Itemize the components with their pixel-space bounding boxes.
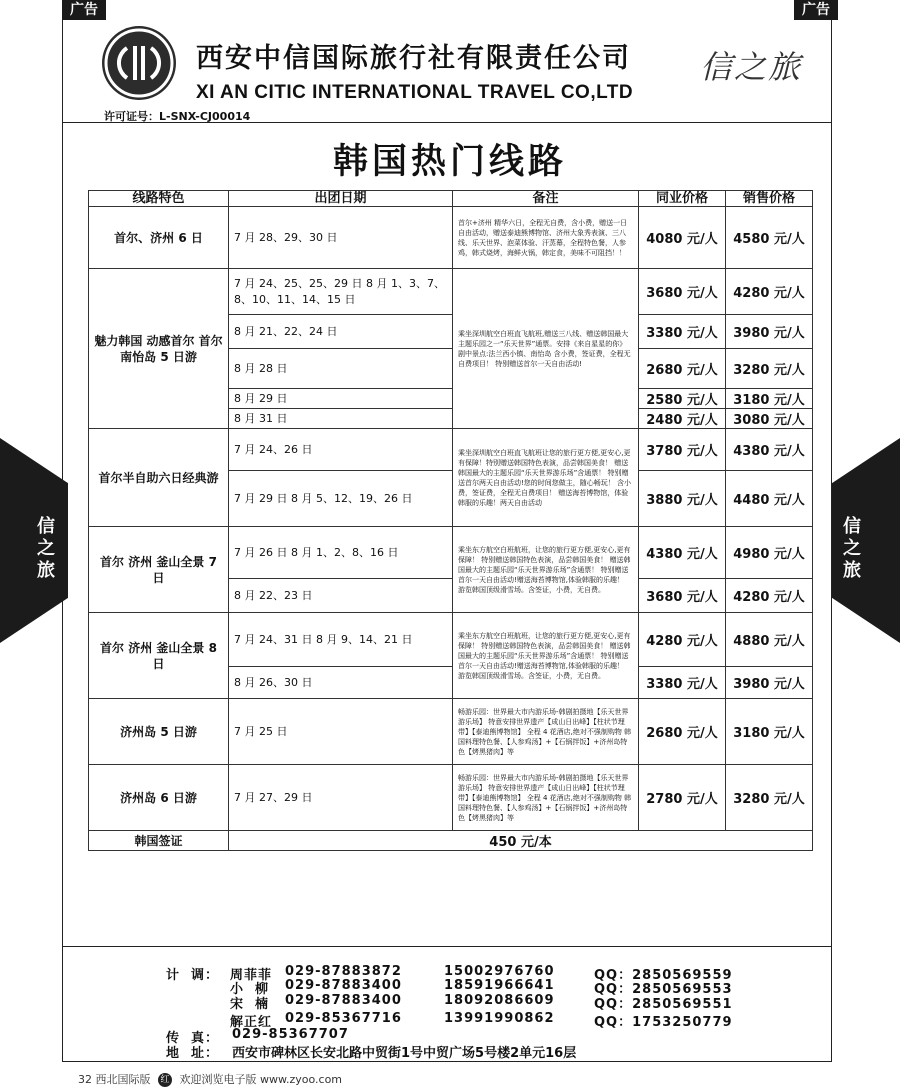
table-row bbox=[89, 207, 813, 269]
page-number: 32 bbox=[78, 1073, 92, 1086]
route-date: 8 月 29 日 bbox=[229, 389, 453, 409]
side-text-left: 信之旅 bbox=[37, 516, 55, 581]
retail-price: 4280 元/人 bbox=[726, 269, 813, 315]
address-label: 地 址： bbox=[166, 1046, 220, 1061]
contact-qq: QQ：2850569559 bbox=[594, 968, 733, 983]
route-feature: 首尔 济州 釜山全景 7 日 bbox=[89, 527, 229, 613]
contact-name: 宋 楠 bbox=[230, 997, 270, 1012]
trade-price: 4380 元/人 bbox=[639, 527, 726, 579]
route-date: 8 月 28 日 bbox=[229, 349, 453, 389]
table-header-row bbox=[89, 191, 813, 207]
license-number: 许可证号：L-SNX-CJ00014 bbox=[104, 110, 251, 123]
trade-price: 2780 元/人 bbox=[639, 765, 726, 831]
route-date: 7 月 29 日 8 月 5、12、19、26 日 bbox=[229, 471, 453, 527]
contact-mobile: 18092086609 bbox=[444, 993, 555, 1008]
retail-price: 3180 元/人 bbox=[726, 699, 813, 765]
route-feature: 首尔半自助六日经典游 bbox=[89, 429, 229, 527]
route-note: 首尔+济州 精华六日，全程无自费，含小费，赠送一日自由活动，赠送泰迪熊博物馆、济州大象秀表演、三八线、乐天世界、泡菜体验、汗蒸幕，全程特色餐，人参鸡，韩式烧烤，海鲜火锅，韩定食，美味不可阻挡！！ bbox=[453, 207, 639, 269]
trade-price: 2680 元/人 bbox=[639, 349, 726, 389]
contact-name: 小 柳 bbox=[230, 982, 270, 997]
retail-price: 4880 元/人 bbox=[726, 613, 813, 667]
contact-phone: 029-85367716 bbox=[285, 1011, 402, 1026]
page-footer bbox=[78, 1071, 342, 1087]
website-link[interactable]: 欢迎浏览电子版 www.zyoo.com bbox=[179, 1073, 343, 1086]
side-text-right: 信之旅 bbox=[843, 516, 861, 581]
retail-price: 3280 元/人 bbox=[726, 349, 813, 389]
route-date: 8 月 22、23 日 bbox=[229, 579, 453, 613]
citic-logo-icon bbox=[102, 26, 176, 100]
route-note: 畅游乐园：世界最大市内游乐场-韩剧拍摄地【乐天世界游乐场】 特意安排世界遗产【成山日出峰】【柱状节理带】【泰迪熊博物馆】 全程 4 花酒店,绝对不强制购物 韩国料理特色餐、【人参鸡汤】+【石锅拌饭】+济州岛特色【烤黑猪肉】等 bbox=[453, 765, 639, 831]
retail-price: 3280 元/人 bbox=[726, 765, 813, 831]
route-feature: 济州岛 5 日游 bbox=[89, 699, 229, 765]
route-feature: 济州岛 6 日游 bbox=[89, 765, 229, 831]
contact-phone: 029-87883400 bbox=[285, 993, 402, 1008]
contact-name: 周菲菲 bbox=[230, 968, 273, 983]
retail-price: 3080 元/人 bbox=[726, 409, 813, 429]
route-date: 8 月 26、30 日 bbox=[229, 667, 453, 699]
trade-price: 2480 元/人 bbox=[639, 409, 726, 429]
table-row bbox=[89, 699, 813, 765]
route-date: 7 月 26 日 8 月 1、2、8、16 日 bbox=[229, 527, 453, 579]
contact-phone: 029-87883400 bbox=[285, 978, 402, 993]
contact-qq: QQ：2850569551 bbox=[594, 997, 733, 1012]
contact-mobile: 13991990862 bbox=[444, 1011, 555, 1026]
route-feature: 魅力韩国 动感首尔 首尔南怡岛 5 日游 bbox=[89, 269, 229, 429]
trade-price: 4080 元/人 bbox=[639, 207, 726, 269]
route-feature: 首尔 济州 釜山全景 8 日 bbox=[89, 613, 229, 699]
contact-name: 解正红 bbox=[230, 1015, 273, 1030]
contact-qq: QQ：1753250779 bbox=[594, 1015, 733, 1030]
route-feature: 首尔、济州 6 日 bbox=[89, 207, 229, 269]
route-date: 7 月 24、26 日 bbox=[229, 429, 453, 471]
planner-label: 计 调： bbox=[166, 968, 220, 983]
retail-price: 3980 元/人 bbox=[726, 667, 813, 699]
table-row bbox=[89, 613, 813, 667]
trade-price: 2680 元/人 bbox=[639, 699, 726, 765]
company-name-en: XI AN CITIC INTERNATIONAL TRAVEL CO,LTD bbox=[196, 82, 634, 103]
route-date: 7 月 27、29 日 bbox=[229, 765, 453, 831]
routes-table bbox=[88, 190, 813, 851]
route-date: 7 月 28、29、30 日 bbox=[229, 207, 453, 269]
retail-price: 4280 元/人 bbox=[726, 579, 813, 613]
trade-price: 2580 元/人 bbox=[639, 389, 726, 409]
header-divider bbox=[62, 122, 832, 123]
route-date: 8 月 31 日 bbox=[229, 409, 453, 429]
contact-phone: 029-87883872 bbox=[285, 964, 402, 979]
header-feature: 线路特色 bbox=[89, 191, 229, 207]
route-note: 乘坐东方航空白班航班，让您的旅行更方便,更安心,更有保障！ 特别赠送韩国特色表演，品尝韩国美食！ 赠送韩国最大的主题乐园“乐天世界游乐场”含通票！ 特别赠送首尔一天自由活动!赠送海苔博物馆,体验韩服的乐趣！ 游览韩国顶级滑雪场。含签证，小费，无自费。 bbox=[453, 527, 639, 613]
route-note: 乘坐深圳航空白班直飞航班,赠送三八线、赠送韩国最大主题乐园之一“乐天世界”通票。安排《来自星星的你》剧中景点:法兰西小镇、南怡岛 含小费，签证费，全程无自费项目！ 特别赠送首尔一天自由活动! bbox=[453, 269, 639, 429]
trade-price: 3880 元/人 bbox=[639, 471, 726, 527]
company-name-cn: 西安中信国际旅行社有限责任公司 bbox=[196, 43, 631, 74]
edition-label: 西北国际版 bbox=[95, 1073, 151, 1086]
retail-price: 4580 元/人 bbox=[726, 207, 813, 269]
fax-label: 传 真： bbox=[166, 1031, 220, 1046]
trade-price: 4280 元/人 bbox=[639, 613, 726, 667]
edition-badge-icon: 红 bbox=[158, 1073, 172, 1087]
contact-qq: QQ：2850569553 bbox=[594, 982, 733, 997]
header-note: 备注 bbox=[453, 191, 639, 207]
trade-price: 3680 元/人 bbox=[639, 269, 726, 315]
slogan-signature: 信之旅 bbox=[700, 48, 803, 86]
retail-price: 4380 元/人 bbox=[726, 429, 813, 471]
ad-label-right: 广告 bbox=[794, 0, 838, 20]
address-text: 西安市碑林区长安北路中贸街1号中贸广场5号楼2单元16层 bbox=[232, 1046, 577, 1061]
header-date: 出团日期 bbox=[229, 191, 453, 207]
trade-price: 3380 元/人 bbox=[639, 315, 726, 349]
table-row bbox=[89, 765, 813, 831]
trade-price: 3380 元/人 bbox=[639, 667, 726, 699]
retail-price: 4480 元/人 bbox=[726, 471, 813, 527]
table-row bbox=[89, 527, 813, 579]
route-date: 7 月 24、25、25、29 日 8 月 1、3、7、8、10、11、14、15 日 bbox=[229, 269, 453, 315]
footer-divider bbox=[62, 946, 832, 947]
header-trade-price: 同业价格 bbox=[639, 191, 726, 207]
contact-mobile: 15002976760 bbox=[444, 964, 555, 979]
contact-mobile: 18591966641 bbox=[444, 978, 555, 993]
retail-price: 4980 元/人 bbox=[726, 527, 813, 579]
visa-price: 450 元/本 bbox=[229, 831, 813, 851]
trade-price: 3780 元/人 bbox=[639, 429, 726, 471]
retail-price: 3180 元/人 bbox=[726, 389, 813, 409]
retail-price: 3980 元/人 bbox=[726, 315, 813, 349]
table-row bbox=[89, 269, 813, 315]
visa-label: 韩国签证 bbox=[89, 831, 229, 851]
route-note: 畅游乐园：世界最大市内游乐场-韩剧拍摄地【乐天世界游乐场】 特意安排世界遗产【成山日出峰】【柱状节理带】【泰迪熊博物馆】 全程 4 花酒店,绝对不强制购物 韩国料理特色餐、【人参鸡汤】+【石锅拌饭】+济州岛特色【烤黑猪肉】等 bbox=[453, 699, 639, 765]
route-note: 乘坐东方航空白班航班，让您的旅行更方便,更安心,更有保障！ 特别赠送韩国特色表演，品尝韩国美食！ 赠送韩国最大的主题乐园“乐天世界游乐场”含通票！ 特别赠送首尔一天自由活动!赠送海苔博物馆,体验韩服的乐趣！ 游览韩国顶级滑雪场。含签证，小费，无自费。 bbox=[453, 613, 639, 699]
page-title: 韩国热门线路 bbox=[332, 142, 567, 182]
route-date: 7 月 25 日 bbox=[229, 699, 453, 765]
visa-row bbox=[89, 831, 813, 851]
table-row bbox=[89, 429, 813, 471]
route-note: 乘坐深圳航空白班直飞航班让您的旅行更方便,更安心,更有保障！特别赠送韩国特色表演，品尝韩国美食！ 赠送韩国最大的主题乐园“乐天世界游乐场”含通票！ 特别赠送首尔两天自由活动!您的时间您做主，随心畅玩！ 含小费，签证费，全程无自费项目！ 赠送海苔博物馆，体验韩服的乐趣！两天自由活动 bbox=[453, 429, 639, 527]
route-date: 7 月 24、31 日 8 月 9、14、21 日 bbox=[229, 613, 453, 667]
fax-number: 029-85367707 bbox=[232, 1027, 349, 1042]
ad-label-left: 广告 bbox=[62, 0, 106, 20]
trade-price: 3680 元/人 bbox=[639, 579, 726, 613]
route-date: 8 月 21、22、24 日 bbox=[229, 315, 453, 349]
header-retail-price: 销售价格 bbox=[726, 191, 813, 207]
